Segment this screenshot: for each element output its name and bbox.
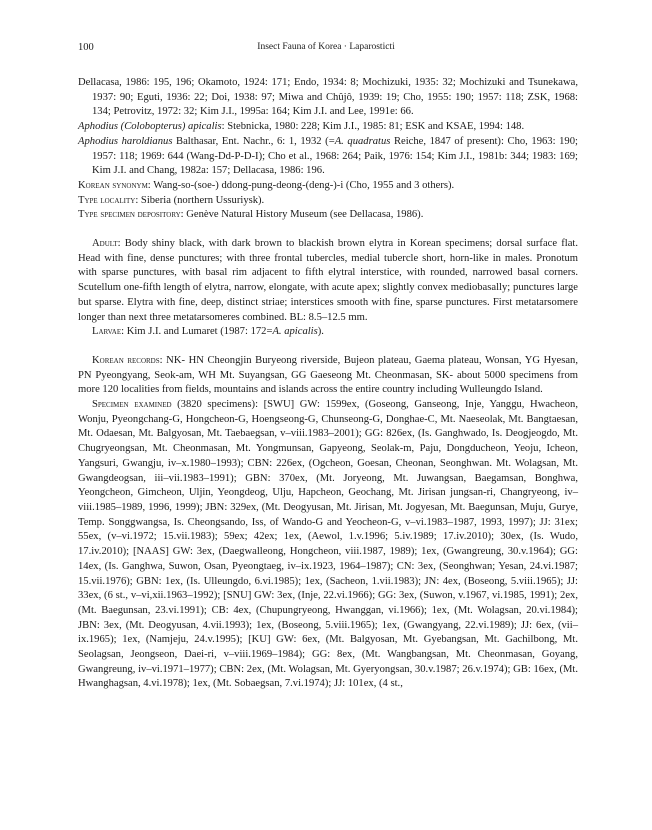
section-label: Korean records bbox=[92, 354, 160, 366]
korean-records: Korean records: NK- HN Cheongjin Buryeong riverside, Bujeon plateau, Gaema plateau, Wonsan, YG Hyesan, PN Pyeongyang, Seok-am, WH Mt. Suyangsan, GG Gaeseong Mt. Cheonmasan, SK- about 5000 specimens from more 120 localities from fields, mountains and islands across the entire country including Wulleungdo Island. bbox=[78, 354, 579, 396]
taxon-name: Aphodius (Colobopterus) apicalis bbox=[78, 121, 222, 133]
type-depository: Type specimen depository: Genève Natural History Museum (see Dellacasa, 1986). bbox=[78, 209, 424, 221]
type-locality: Type locality: Siberia (northern Ussuriysk). bbox=[78, 194, 265, 206]
section-label: Type specimen depository: bbox=[78, 209, 184, 221]
page-header bbox=[78, 42, 574, 56]
adult-description: Adult: Body shiny black, with dark brown to blackish brown elytra in Korean specimens; dorsal surface flat. Head with fine, dense punctures; with three frontal tubercles, medial tubercle short, horn-like in males. Pronotum with sparse punctures, with basal rim adjacent to fifth elytral interstice, with rounded, narrowed basal corners. Scutellum one-fifth length of elytra, narrow, elongate, with acute apex; slightly convex mediobasally; punctures large but sparse. Elytra with fine, deep, distinct striae; interstices smooth with fine, sparse punctures. First metatarsomere longer than next three metatarsomeres combined. BL: 8.5–12.5 mm. bbox=[78, 238, 578, 323]
taxon-name: Aphodius haroldianus bbox=[78, 135, 173, 147]
apicalis-citation: Aphodius (Colobopterus) apicalis: Stebnicka, 1980: 228; Kim J.I., 1985: 81; ESK and KSAE, 1994: 148. bbox=[78, 121, 525, 133]
section-label: Specimen examined bbox=[92, 399, 172, 411]
section-label: Korean synonym: bbox=[78, 179, 151, 191]
larvae-description: Larvae: Kim J.I. and Lumaret (1987: 172=A. apicalis). bbox=[92, 326, 324, 338]
haroldianus-citation: Aphodius haroldianus Balthasar, Ent. Nachr., 6: 1, 1932 (=A. quadratus Reiche, 1847 of present): Cho, 1963: 190; 1957: 118; 1969: 644 (Wang-Dd-P-D-I); Cho et al., 1968: 264; Paik, 1976: 154; Kim J.I., 1981b: 344; 1983: 169; Kim J.I. and Chang, 1982a: 157; Dellacasa, 1986: 196. bbox=[78, 135, 578, 177]
korean-synonym: Korean synonym: Wang-so-(soe-) ddong-pung-deong-(deng-)-i (Cho, 1955 and 3 others). bbox=[78, 179, 455, 191]
running-title: Insect Fauna of Korea · Laparosticti bbox=[257, 42, 395, 52]
taxon-name: A. apicalis bbox=[272, 326, 318, 338]
synonymy-citation: Dellacasa, 1986: 195, 196; Okamoto, 1924: 171; Endo, 1934: 8; Mochizuki, 1935: 32; Mochizuki and Tsunekawa, 1937: 90; Eguti, 1936: 22; Doi, 1938: 97; Miwa and Chûjô, 1939: 19; Cho, 1955: 190; 1957: 118; ZSK, 1968: 134; Petrovitz, 1972: 32; Kim J.I., 1995a: 164; Kim J.I. and Lee, 1991e: 66. bbox=[78, 77, 578, 118]
specimens-examined: Specimen examined (3820 specimens): [SWU] GW: 1599ex, (Goseong, Ganseong, Inje, Yanggu, Hwacheon, Wonju, Pyeongchang-G, Hongcheon-G, Hoengseong-G, Chunseong-G, Donghae-C, Mt. Naeseolak, Mt. Bangtaesan, Mt. Odaesan, Mt. Balgyosan, Mt. Taebaegsan, v–viii.1983–2001); GG: 826ex, (Is. Ganghwado, Is. Deogjeogdo, Mt. Chugryeongsan, Mt. Cheonmasan, Mt. Yongmunsan, Gapyeong, Seolak-m, Paju, Dongducheon, Yeoju, Icheon, Yangsuri, Gwangju, iv–x.1980–1993); CBN: 226ex, (Ogcheon, Goesan, Cheonan, Seonghwan. Mt. Wolagsan, Mt. Gwangdeogsan, iii–vii.1983–1991); GBN: 370ex, (Mt. Joryeong, Mt. Juwangsan, Baegamsan, Bonghwa, Yeongcheon, Gimcheon, Uljin, Yeongdeog, Ulju, Hapcheon, Geochang, Mt. Jirisan jungsan-ri, Changryeong, iv–viii.1985–1989, 1996, 1999); JBN: 329ex, (Mt. Deogyusan, Mt. Jirisan, Mt. Jogyesan, Mt. Baegunsan, Muju, Gurye, Temp. Songgwangsa, Is. Cheongsando, Iss, of Wando-G and Yeocheon-G, v–vi.1983–1987, 1993, 1997); JJ: 31ex; 55ex, (v–vi.1972; 15.vii.1983); 59ex; 42ex; 1ex, (Aewol, 1.v.1996; 5.iv.1989; 17.iv.2010); 30ex, (Is. Wudo, 17.iv.2010); [NAAS] GW: 3ex, (Daegwalleong, Hongcheon, viii.1987, 1989); 1ex, (Gwangreung, 30.v.1964); GG: 14ex, (Is. Ganghwa, Suwon, Osan, Pyeongtaeg, iv–ix.1923, 1964–1987); CN: 3ex, (Seonghwan; Yesan, 24.vi.1987; 15.vii.1976); GBN: 1ex, (Is. Ulleungdo, 6.vi.1985); 1ex, (Sacheon, 1.vii.1983); JN: 4ex, (Boseong, 5.viii.1965); JJ: 33ex, (6 st., v–vi,xii.1963–1992); [SNU] GW: 3ex, (Inje, 22.vi.1966); GG: 3ex, (Suwon, v.1967, vi.1985, 1991); 2ex, (Mt. Baegunsan, 23.vi.1991); CB: 4ex, (Chupungryeong, Hwanggan, vi.1966); 1ex, (Mt. Wolagsan, 20.vi.1984); JBN: 3ex, (Mt. Deogyusan, 4.vii.1993); 1ex, (Boseong, 5.viii.1965); 1ex, (Gwangyang, 22.vi.1989); JJ: 6ex, (vii–ix.1965); 1ex, (Namjeju, 24.v.1995); [KU] GW: 6ex, (Mt. Balgyosan, Mt. Gyebangsan, Mt. Gachilbong, Mt. Seolagsan, Jeongseon, Daei-ri, v–viii.1969–1984); GG: 8ex, (Mt. Wangbangsan, Mt. Cheonmasan, Goyang, Gwangreung, iv–vi.1971–1977); CBN: 2ex, (Mt. Wolagsan, Mt. Gyeryongsan, 30.v.1987; 26.v.1974); GB: 16ex, (Mt. Hwanghagsan, 4.vi.1978); 1ex, (Mt. Sobaegsan, 7.vi.1974); JJ: 101ex, (4 st., bbox=[78, 399, 578, 690]
taxon-name: A. quadratus bbox=[334, 135, 391, 147]
section-label: Type locality: bbox=[78, 194, 139, 206]
page-number: 100 bbox=[78, 42, 94, 53]
section-label: Larvae: bbox=[92, 326, 125, 338]
page-body bbox=[78, 76, 578, 692]
section-label: Adult: bbox=[92, 238, 121, 250]
